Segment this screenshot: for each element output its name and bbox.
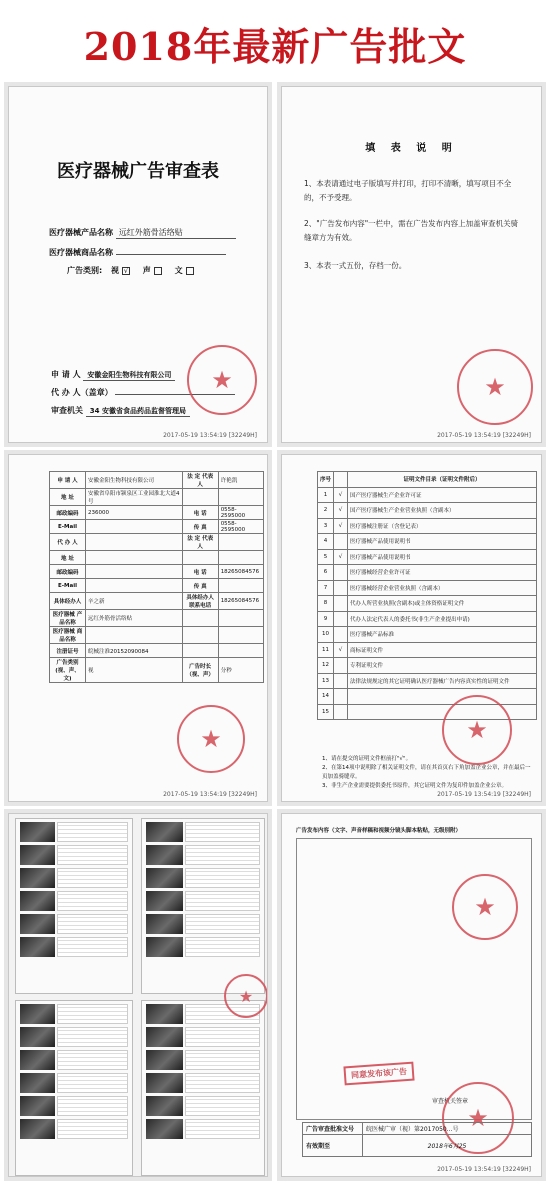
table-row bbox=[318, 518, 537, 534]
row-value: 远红外筋骨活络贴 bbox=[86, 610, 183, 627]
row-number: 11 bbox=[318, 642, 334, 658]
row-document: 商标证明文件 bbox=[348, 642, 537, 658]
note-item: 3、非生产企业需要提供委托书原件，其它证明文件为复印件加盖企业公章。 bbox=[322, 783, 508, 789]
row-value: 视 bbox=[86, 658, 183, 683]
ad-type-text-label: 文 bbox=[174, 266, 183, 275]
table-row bbox=[318, 534, 537, 550]
row-document: 国产医疗器械生产企业许可证 bbox=[348, 487, 537, 503]
authority-field bbox=[51, 405, 190, 417]
timestamp: 2017-05-19 13:54:19 [32249H] bbox=[437, 1166, 531, 1173]
table-row bbox=[50, 472, 264, 489]
document-list-table bbox=[317, 471, 537, 720]
table-row bbox=[318, 642, 537, 658]
red-seal-icon: ★ bbox=[442, 1082, 514, 1154]
row-value bbox=[86, 520, 183, 534]
valid-value: 2018年6月25 bbox=[363, 1135, 532, 1157]
panel-approval bbox=[277, 809, 546, 1181]
applicant-value: 安徽金阳生物科技有限公司 bbox=[83, 370, 175, 381]
row-value-2: 18265084576 bbox=[218, 593, 263, 610]
table-row bbox=[50, 534, 264, 551]
red-seal-icon: ★ bbox=[457, 349, 533, 425]
notes-title: 填 表 说 明 bbox=[365, 143, 458, 154]
row-checkbox[interactable]: √ bbox=[334, 549, 348, 565]
row-value-2 bbox=[218, 610, 263, 627]
table-row bbox=[50, 593, 264, 610]
row-value bbox=[86, 627, 183, 644]
row-number: 9 bbox=[318, 611, 334, 627]
row-number: 5 bbox=[318, 549, 334, 565]
table-row bbox=[50, 506, 264, 520]
row-value-2: 18265084576 bbox=[218, 565, 263, 579]
panel-filling-notes bbox=[277, 82, 546, 447]
row-label-2 bbox=[182, 489, 218, 506]
red-seal-icon: ★ bbox=[187, 345, 257, 415]
row-label-2: 传 真 bbox=[182, 520, 218, 534]
agent-label: 代 办 人（盖章） bbox=[51, 388, 113, 397]
row-label-2 bbox=[182, 627, 218, 644]
storyboard-page bbox=[15, 1000, 133, 1176]
row-value bbox=[86, 565, 183, 579]
row-checkbox[interactable] bbox=[334, 658, 348, 674]
row-value-2: 0558-2595000 bbox=[218, 520, 263, 534]
row-value bbox=[86, 551, 183, 565]
trade-name-label: 医疗器械商品名称 bbox=[49, 248, 113, 257]
ad-type-label: 广告类别: bbox=[67, 266, 103, 275]
note-item: 2、"广告发布内容"一栏中，需在广告发布内容上加盖审查机关骑缝章方为有效。 bbox=[304, 219, 519, 242]
row-label: E-Mail bbox=[50, 579, 86, 593]
ad-type-text-checkbox[interactable] bbox=[186, 267, 194, 275]
ad-type-field bbox=[67, 265, 204, 276]
approval-stamp: 同意发布该广告 bbox=[343, 1062, 414, 1086]
row-number: 12 bbox=[318, 658, 334, 674]
table-row bbox=[318, 487, 537, 503]
row-number: 6 bbox=[318, 565, 334, 581]
row-label: 地 址 bbox=[50, 489, 86, 506]
row-checkbox[interactable] bbox=[334, 611, 348, 627]
row-label-2 bbox=[182, 551, 218, 565]
row-value-2 bbox=[218, 579, 263, 593]
panel-ad-storyboard bbox=[4, 809, 272, 1181]
row-value: 236000 bbox=[86, 506, 183, 520]
table-row bbox=[50, 489, 264, 506]
row-checkbox[interactable] bbox=[334, 689, 348, 705]
row-document: 代办人所营业执照(含副本)或主体资格证明文件 bbox=[348, 596, 537, 612]
document-list-notes bbox=[322, 755, 532, 791]
table-row bbox=[318, 580, 537, 596]
ad-type-video-label: 视 bbox=[111, 266, 119, 275]
row-label: 医疗器械 商品名称 bbox=[50, 627, 86, 644]
applicant-details-table bbox=[49, 471, 264, 683]
table-row bbox=[50, 658, 264, 683]
row-checkbox[interactable] bbox=[334, 580, 348, 596]
row-checkbox[interactable]: √ bbox=[334, 503, 348, 519]
document-page bbox=[8, 86, 268, 443]
page-title bbox=[0, 0, 550, 80]
row-label-2 bbox=[182, 644, 218, 658]
row-document: 医疗器械产品使用说明书 bbox=[348, 549, 537, 565]
row-label-2: 电 话 bbox=[182, 506, 218, 520]
row-value-2: 分秒 bbox=[218, 658, 263, 683]
table-row bbox=[318, 658, 537, 674]
row-document: 专利证明文件 bbox=[348, 658, 537, 674]
row-label-2: 法 定 代表人 bbox=[182, 534, 218, 551]
approval-table bbox=[302, 1122, 532, 1157]
row-value: 皖械注准20152090084 bbox=[86, 644, 183, 658]
row-label-2 bbox=[182, 610, 218, 627]
row-document: 医疗器械注册证（含登记表） bbox=[348, 518, 537, 534]
row-document bbox=[348, 689, 537, 705]
row-value: 安徽金阳生物科技有限公司 bbox=[86, 472, 183, 489]
timestamp: 2017-05-19 13:54:19 [32249H] bbox=[163, 432, 257, 439]
table-row bbox=[318, 549, 537, 565]
row-checkbox[interactable] bbox=[334, 596, 348, 612]
row-label: 注册证号 bbox=[50, 644, 86, 658]
table-row bbox=[50, 627, 264, 644]
row-document: 医疗器械产品标准 bbox=[348, 627, 537, 643]
table-row bbox=[318, 673, 537, 689]
row-number: 8 bbox=[318, 596, 334, 612]
table-row bbox=[50, 551, 264, 565]
row-label: 广告类别 (视、声、文) bbox=[50, 658, 86, 683]
product-name-field bbox=[49, 227, 236, 239]
row-checkbox[interactable] bbox=[334, 673, 348, 689]
note-item: 1、请在提交的证明文件框前打"√"。 bbox=[322, 756, 412, 762]
red-seal-icon: ★ bbox=[452, 874, 518, 940]
table-row bbox=[50, 644, 264, 658]
ad-type-audio-label: 声 bbox=[142, 266, 151, 275]
note-item: 3、本表一式五份，存档一份。 bbox=[304, 261, 407, 270]
document-page bbox=[8, 454, 268, 802]
product-name-label: 医疗器械产品名称 bbox=[49, 228, 113, 237]
table-row bbox=[50, 610, 264, 627]
row-number: 3 bbox=[318, 518, 334, 534]
row-number: 4 bbox=[318, 534, 334, 550]
note-item: 2、在第14项中说明除了相关证明文件，请在其首页右下角加盖企业公章，并在最后一页加盖骑缝章。 bbox=[322, 765, 531, 780]
row-value-2 bbox=[218, 627, 263, 644]
row-label: 具体经办人 bbox=[50, 593, 86, 610]
row-checkbox[interactable] bbox=[334, 534, 348, 550]
row-number: 14 bbox=[318, 689, 334, 705]
row-value bbox=[86, 579, 183, 593]
row-label-2: 电 话 bbox=[182, 565, 218, 579]
row-label: 代 办 人 bbox=[50, 534, 86, 551]
row-checkbox[interactable] bbox=[334, 627, 348, 643]
row-document: 代办人法定代表人的委托书(非生产企业提出申请) bbox=[348, 611, 537, 627]
document-page bbox=[281, 813, 542, 1177]
product-name-value: 远红外筋骨活络贴 bbox=[116, 227, 236, 239]
red-seal-icon: ★ bbox=[442, 695, 512, 765]
timestamp: 2017-05-19 13:54:19 [32249H] bbox=[437, 791, 531, 798]
applicant-label: 申 请 人 bbox=[51, 370, 81, 379]
table-row bbox=[50, 565, 264, 579]
ad-type-video-checkbox[interactable] bbox=[122, 267, 130, 275]
panel-review-form bbox=[4, 82, 272, 447]
valid-label: 有效期至 bbox=[303, 1135, 363, 1157]
storyboard-page bbox=[141, 818, 265, 994]
row-checkbox[interactable]: √ bbox=[334, 518, 348, 534]
row-label: 申 请 人 bbox=[50, 472, 86, 489]
panel-applicant-details bbox=[4, 450, 272, 806]
row-label: E-Mail bbox=[50, 520, 86, 534]
row-label: 医疗器械 产品名称 bbox=[50, 610, 86, 627]
row-number: 2 bbox=[318, 503, 334, 519]
row-number: 10 bbox=[318, 627, 334, 643]
row-checkbox[interactable] bbox=[334, 704, 348, 720]
row-value-2 bbox=[218, 534, 263, 551]
authority-label: 审查机关 bbox=[51, 406, 83, 415]
row-label-2: 具体经办人 联系电话 bbox=[182, 593, 218, 610]
header-check bbox=[334, 472, 348, 488]
trade-name-field bbox=[49, 247, 226, 258]
trade-name-value bbox=[116, 254, 226, 255]
row-label: 地 址 bbox=[50, 551, 86, 565]
table-row bbox=[318, 689, 537, 705]
row-label: 邮政编码 bbox=[50, 506, 86, 520]
ad-type-audio-checkbox[interactable] bbox=[154, 267, 162, 275]
reviewer-label: 审查机关签章 bbox=[432, 1098, 469, 1105]
header-no: 序号 bbox=[318, 472, 334, 488]
row-value-2 bbox=[218, 644, 263, 658]
applicant-field bbox=[51, 369, 175, 381]
row-value-2 bbox=[218, 489, 263, 506]
row-document: 法律法规规定的其它证明确认医疗器械广告内容真实性的证明文件 bbox=[348, 673, 537, 689]
document-page bbox=[281, 86, 542, 443]
row-checkbox[interactable]: √ bbox=[334, 487, 348, 503]
header-list: 证明文件目录（证明文件附后） bbox=[348, 472, 537, 488]
table-row bbox=[50, 520, 264, 534]
table-row bbox=[318, 503, 537, 519]
row-document: 医疗器械产品使用说明书 bbox=[348, 534, 537, 550]
row-value: 安徽省阜阳市颍泉区工业园淮北大道4号 bbox=[86, 489, 183, 506]
row-number: 1 bbox=[318, 487, 334, 503]
row-value-2: 许艳凯 bbox=[218, 472, 263, 489]
row-document: 国产医疗器械生产企业营业执照（含副本） bbox=[348, 503, 537, 519]
ad-no-label: 广告审查批准文号 bbox=[303, 1123, 363, 1135]
row-label-2: 广告时长（视、声） bbox=[182, 658, 218, 683]
row-checkbox[interactable] bbox=[334, 565, 348, 581]
check-mark: √ bbox=[123, 266, 129, 275]
row-number: 15 bbox=[318, 704, 334, 720]
row-document: 医疗器械经营企业营业执照（含副本） bbox=[348, 580, 537, 596]
row-label-2: 传 真 bbox=[182, 579, 218, 593]
timestamp: 2017-05-19 13:54:19 [32249H] bbox=[437, 432, 531, 439]
table-row bbox=[318, 596, 537, 612]
row-checkbox[interactable]: √ bbox=[334, 642, 348, 658]
row-value bbox=[86, 534, 183, 551]
row-number: 7 bbox=[318, 580, 334, 596]
red-seal-icon: ★ bbox=[224, 974, 268, 1018]
storyboard-page bbox=[141, 1000, 265, 1176]
table-row bbox=[318, 627, 537, 643]
approval-header: 广告发布内容（文字、声音样稿和视频分镜头脚本粘贴，无级别附） bbox=[296, 828, 462, 834]
page-title-text: 2018年最新广告批文 bbox=[83, 24, 467, 69]
row-value-2 bbox=[218, 551, 263, 565]
table-row bbox=[318, 565, 537, 581]
ad-no-value: 皖医械广审（视）第2017050...号 bbox=[363, 1123, 532, 1135]
document-page bbox=[281, 454, 542, 802]
table-row bbox=[50, 579, 264, 593]
panel-document-list bbox=[277, 450, 546, 806]
red-seal-icon: ★ bbox=[177, 705, 245, 773]
storyboard-page bbox=[15, 818, 133, 994]
table-row bbox=[318, 611, 537, 627]
row-document: 医疗器械经营企业许可证 bbox=[348, 565, 537, 581]
timestamp: 2017-05-19 13:54:19 [32249H] bbox=[163, 791, 257, 798]
authority-value: 34 安徽省食品药品监督管理局 bbox=[86, 406, 190, 417]
row-value-2: 0558-2595000 bbox=[218, 506, 263, 520]
row-label-2: 法 定 代表人 bbox=[182, 472, 218, 489]
document-page bbox=[8, 813, 268, 1177]
note-item: 1、本表请通过电子版填写并打印，打印不清晰，填写项目不全的，不予受理。 bbox=[304, 179, 512, 202]
row-label: 邮政编码 bbox=[50, 565, 86, 579]
table-header-row bbox=[318, 472, 537, 488]
form-title: 医疗器械广告审查表 bbox=[57, 161, 219, 182]
row-value: 辛之新 bbox=[86, 593, 183, 610]
row-number: 13 bbox=[318, 673, 334, 689]
